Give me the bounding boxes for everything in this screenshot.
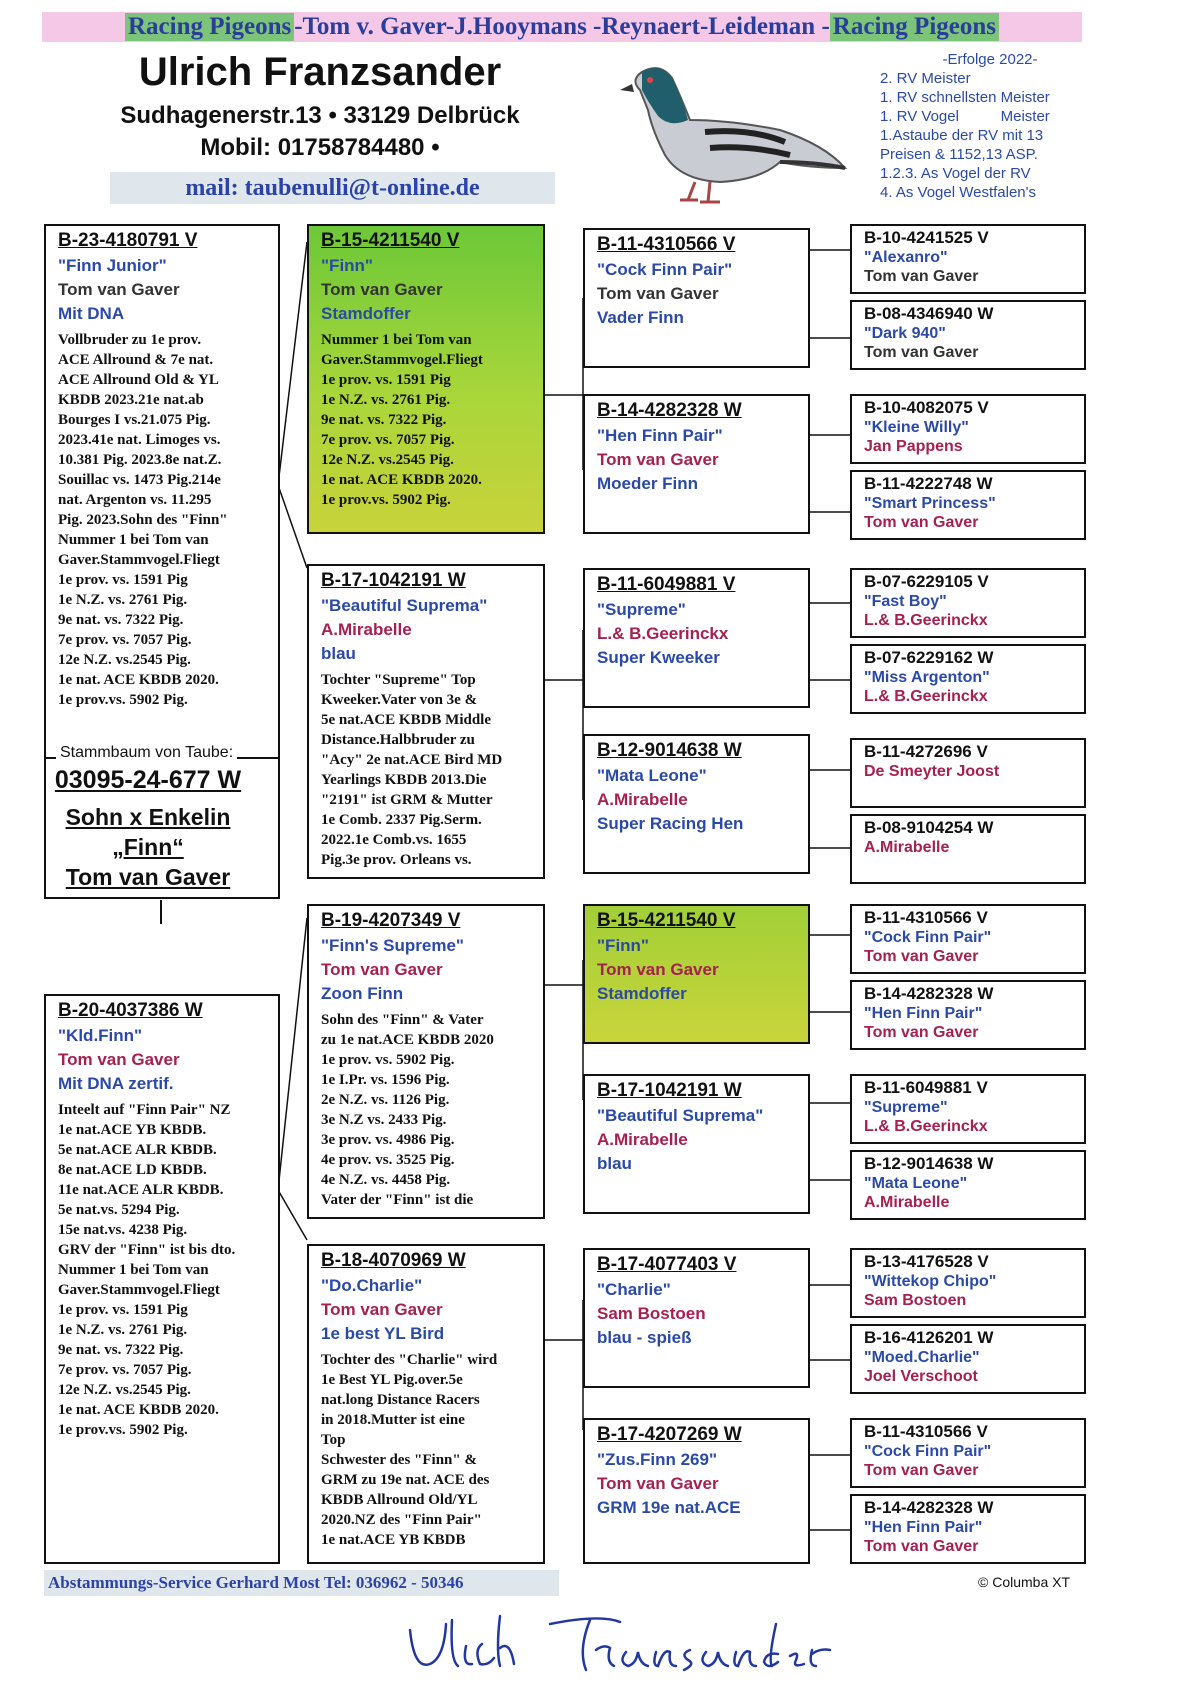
gggp-breeder: Tom van Gaver <box>864 1462 979 1479</box>
success-item: 2. RV Meister <box>880 70 971 87</box>
connector <box>160 900 162 924</box>
ggp-extra: Super Kweeker <box>597 648 720 667</box>
gggp-name: "Cock Finn Pair" <box>864 929 992 946</box>
ggp-ring: B-17-1042191 W <box>597 1080 742 1101</box>
gggp-ring: B-14-4282328 W <box>864 984 994 1003</box>
gggp-ring: B-10-4082075 V <box>864 398 989 417</box>
gggp-breeder: L.& B.Geerinckx <box>864 612 988 629</box>
gp3-extra: Zoon Finn <box>321 984 404 1003</box>
gggp-name: "Miss Argenton" <box>864 669 990 686</box>
gggp-name: "Hen Finn Pair" <box>864 1005 983 1022</box>
gggp-breeder: Tom van Gaver <box>864 514 979 531</box>
sire-name: "Finn Junior" <box>58 256 167 275</box>
successes-title: -Erfolge 2022- <box>942 51 1038 68</box>
gggp-name: A.Mirabelle <box>864 839 950 856</box>
stammbaum-ring: 03095-24-677 W <box>54 766 242 794</box>
gggp-ring: B-11-4222748 W <box>864 474 993 493</box>
gggp-breeder: L.& B.Geerinckx <box>864 688 988 705</box>
stammbaum-line2: Sohn x Enkelin <box>65 804 231 830</box>
owner-mobile: Mobil: 01758784480 • <box>200 134 440 161</box>
dam-breeder: Tom van Gaver <box>58 1050 180 1069</box>
gggp-name: "Supreme" <box>864 1099 948 1116</box>
ggp-breeder: Tom van Gaver <box>597 450 719 469</box>
gggp-card-12[interactable] <box>850 1150 1086 1220</box>
gggp-breeder: Tom van Gaver <box>864 1538 979 1555</box>
gp2-ring: B-17-1042191 W <box>321 570 466 591</box>
gp4-breeder: Tom van Gaver <box>321 1300 443 1319</box>
ggp-ring: B-11-6049881 V <box>597 574 736 595</box>
gggp-card-8[interactable] <box>850 814 1086 884</box>
ggp-card-1[interactable] <box>583 228 810 368</box>
gggp-breeder: L.& B.Geerinckx <box>864 1118 988 1135</box>
sire-ring: B-23-4180791 V <box>58 230 198 251</box>
stammbaum-line4: Tom van Gaver <box>65 864 231 890</box>
gp3-notes: Sohn des "Finn" & Vater zu 1e nat.ACE KBDB 2020 1e prov. vs. 5902 Pig. 1e I.Pr. vs. 1596 Pig. 2e N.Z. vs. 1126 Pig. 3e N.Z vs. 2433 Pig. 3e prov. vs. 4986 Pig. 4e prov. vs. 3525 Pig. 4e N.Z. vs. 4458 Pig. Vater der "Finn" ist die <box>321 1012 494 1208</box>
signature <box>400 1600 860 1690</box>
gp4-name: "Do.Charlie" <box>321 1276 423 1295</box>
ggp-card-6[interactable] <box>583 1074 810 1214</box>
dam-extra: Mit DNA zertif. <box>58 1074 174 1093</box>
gggp-name: "Cock Finn Pair" <box>864 1443 992 1460</box>
owner-address: Sudhagenerstr.13 • 33129 Delbrück <box>120 102 520 129</box>
gp1-name: "Finn" <box>321 256 373 275</box>
gp2-breeder: A.Mirabelle <box>321 620 412 639</box>
gggp-name: "Fast Boy" <box>864 593 947 610</box>
ggp-extra: Stamdoffer <box>597 984 687 1003</box>
ggp-name: "Hen Finn Pair" <box>597 426 723 445</box>
successes-2022 <box>880 50 1100 202</box>
success-item: Preisen & 1152,13 ASP. <box>880 146 1038 163</box>
gggp-card-7[interactable] <box>850 738 1086 808</box>
gggp-ring: B-12-9014638 W <box>864 1154 994 1173</box>
ggp-extra: GRM 19e nat.ACE <box>597 1498 741 1517</box>
gp1-ring: B-15-4211540 V <box>321 230 460 251</box>
grandsire-1-card[interactable] <box>307 224 545 534</box>
dam-card[interactable] <box>44 994 280 1564</box>
gggp-card-4[interactable] <box>850 470 1086 540</box>
gggp-breeder: Sam Bostoen <box>864 1292 967 1309</box>
ggp-extra: Moeder Finn <box>597 474 699 493</box>
gggp-card-14[interactable] <box>850 1324 1086 1394</box>
gggp-breeder: Joel Verschoot <box>864 1368 978 1385</box>
ggp-name: "Finn" <box>597 936 649 955</box>
gggp-breeder: Tom van Gaver <box>864 268 979 285</box>
ggp-ring: B-17-4077403 V <box>597 1254 737 1275</box>
gggp-ring: B-11-4310566 V <box>864 1422 988 1441</box>
gggp-ring: B-11-4272696 V <box>864 742 988 761</box>
gggp-card-9[interactable] <box>850 904 1086 974</box>
sire-notes: Vollbruder zu 1e prov. ACE Allround & 7e nat. ACE Allround Old & YL KBDB 2023.21e nat.ab Bourges I vs.21.075 Pig. 2023.41e nat. Limoges vs. 10.381 Pig. 2023.8e nat.Z. Souillac vs. 1473 Pig.214e nat. Argenton vs. 11.295 Pig. 2023.Sohn des "Finn" Nummer 1 bei Tom van Gaver.Stammvogel.Fliegt 1e prov. vs. 1591 Pig 1e N.Z. vs. 2761 Pig. 9e nat. vs. 7322 Pig. 7e prov. vs. 7057 Pig. 12e N.Z. vs.2545 Pig. 1e nat. ACE KBDB 2020. 1e prov.vs. 5902 Pig. <box>58 332 228 708</box>
banner-right: Racing Pigeons <box>830 13 999 41</box>
gp2-name: "Beautiful Suprema" <box>321 596 488 615</box>
grandsire-2-card[interactable] <box>307 904 545 1219</box>
ggp-breeder: L.& B.Geerinckx <box>597 624 729 643</box>
gp1-extra: Stamdoffer <box>321 304 411 323</box>
ggp-card-2[interactable] <box>583 394 810 534</box>
gggp-ring: B-07-6229162 W <box>864 648 994 667</box>
ggp-breeder: Tom van Gaver <box>597 1474 719 1493</box>
gggp-ring: B-11-4310566 V <box>864 908 988 927</box>
banner-middle: -Tom v. Gaver-J.Hooymans -Reynaert-Leideman - <box>294 13 830 40</box>
gggp-name: "Wittekop Chipo" <box>864 1273 997 1290</box>
gp3-ring: B-19-4207349 V <box>321 910 461 931</box>
success-item: 1.Astaube der RV mit 13 <box>880 127 1044 144</box>
ggp-breeder: Tom van Gaver <box>597 960 719 979</box>
gggp-breeder: Tom van Gaver <box>864 948 979 965</box>
gggp-card-16[interactable] <box>850 1494 1086 1564</box>
stammbaum-line3: „Finn“ <box>112 834 184 860</box>
gp2-extra: blau <box>321 644 356 663</box>
stammbaum-label: Stammbaum von Taube: <box>56 744 237 762</box>
gggp-name: "Mata Leone" <box>864 1175 968 1192</box>
ggp-card-3[interactable] <box>583 568 810 708</box>
gp3-name: "Finn's Supreme" <box>321 936 464 955</box>
gggp-breeder: Tom van Gaver <box>864 1024 979 1041</box>
ggp-ring: B-11-4310566 V <box>597 234 736 255</box>
gggp-name: "Hen Finn Pair" <box>864 1519 983 1536</box>
sire-card[interactable] <box>44 224 280 789</box>
gggp-breeder: A.Mirabelle <box>864 1194 950 1211</box>
ggp-breeder: A.Mirabelle <box>597 1130 688 1149</box>
success-item: 1. RV schnellsten Meister <box>880 89 1050 106</box>
gggp-ring: B-11-6049881 V <box>864 1078 988 1097</box>
gp4-ring: B-18-4070969 W <box>321 1250 466 1271</box>
sire-extra: Mit DNA <box>58 304 125 323</box>
dam-notes: Inteelt auf "Finn Pair" NZ 1e nat.ACE YB KBDB. 5e nat.ACE ALR KBDB. 8e nat.ACE LD KBDB. 11e nat.ACE ALR KBDB. 5e nat.vs. 5294 Pig. 15e nat.vs. 4238 Pig. GRV der "Finn" ist bis dto. Nummer 1 bei Tom van Gaver.Stammvogel.Fliegt 1e prov. vs. 1591 Pig 1e N.Z. vs. 2761 Pig. 9e nat. vs. 7322 Pig. 7e prov. vs. 7057 Pig. 12e N.Z. vs.2545 Pig. 1e nat. ACE KBDB 2020. 1e prov.vs. 5902 Pig. <box>58 1102 236 1438</box>
ggp-ring: B-15-4211540 V <box>597 910 736 931</box>
gp2-notes: Tochter "Supreme" Top Kweeker.Vater von 3e & 5e nat.ACE KBDB Middle Distance.Halbbruder zu "Acy" 2e nat.ACE Bird MD Yearlings KBDB 2013.Die "2191" ist GRM & Mutter 1e Comb. 2337 Pig.Serm. 2022.1e Comb.vs. 1655 Pig.3e prov. Orleans vs. <box>321 672 503 868</box>
ggp-extra: Super Racing Hen <box>597 814 744 833</box>
ggp-card-4[interactable] <box>583 734 810 874</box>
gggp-name: "Moed.Charlie" <box>864 1349 980 1366</box>
header-banner <box>42 12 1082 42</box>
gggp-card-6[interactable] <box>850 644 1086 714</box>
sire-breeder: Tom van Gaver <box>58 280 180 299</box>
ggp-card-7[interactable] <box>583 1248 810 1388</box>
ggp-name: "Supreme" <box>597 600 686 619</box>
ggp-name: "Beautiful Suprema" <box>597 1106 764 1125</box>
ggp-ring: B-12-9014638 W <box>597 740 742 761</box>
gggp-name: "Alexanro" <box>864 249 948 266</box>
gp3-breeder: Tom van Gaver <box>321 960 443 979</box>
footer-copyright: © Columba XT <box>978 1574 1071 1590</box>
ggp-name: "Cock Finn Pair" <box>597 260 733 279</box>
granddam-2-card[interactable] <box>307 1244 545 1564</box>
success-item: 1. RV Vogel Meister <box>880 108 1050 125</box>
gp4-extra: 1e best YL Bird <box>321 1324 445 1343</box>
ggp-extra: blau <box>597 1154 632 1173</box>
ggp-ring: B-14-4282328 W <box>597 400 742 421</box>
gggp-ring: B-14-4282328 W <box>864 1498 994 1517</box>
gp1-notes: Nummer 1 bei Tom van Gaver.Stammvogel.Fliegt 1e prov. vs. 1591 Pig 1e N.Z. vs. 2761 Pig. 9e nat. vs. 7322 Pig. 7e prov. vs. 7057 Pig. 12e N.Z. vs.2545 Pig. 1e nat. ACE KBDB 2020. 1e prov.vs. 5902 Pig. <box>321 332 483 508</box>
ggp-ring: B-17-4207269 W <box>597 1424 742 1445</box>
owner-name: Ulrich Franzsander <box>138 50 502 94</box>
gggp-card-10[interactable] <box>850 980 1086 1050</box>
gggp-card-15[interactable] <box>850 1418 1086 1488</box>
ggp-breeder: Tom van Gaver <box>597 284 719 303</box>
ggp-breeder: Sam Bostoen <box>597 1304 706 1323</box>
granddam-1-card[interactable] <box>307 564 545 879</box>
gggp-card-2[interactable] <box>850 300 1086 370</box>
success-item: 4. As Vogel Westfalen's <box>880 184 1037 201</box>
gggp-ring: B-16-4126201 W <box>864 1328 994 1347</box>
ggp-extra: Vader Finn <box>597 308 684 327</box>
gggp-ring: B-13-4176528 V <box>864 1252 989 1271</box>
gggp-ring: B-10-4241525 V <box>864 228 989 247</box>
dam-name: "Kld.Finn" <box>58 1026 143 1045</box>
ggp-breeder: A.Mirabelle <box>597 790 688 809</box>
gggp-name: "Smart Princess" <box>864 495 996 512</box>
banner-left: Racing Pigeons <box>125 13 294 41</box>
gp4-notes: Tochter des "Charlie" wird 1e Best YL Pig.over.5e nat.long Distance Racers in 2018.Mutter ist eine Top Schwester des "Finn" & GRM zu 19e nat. ACE des KBDB Allround Old/YL 2020.NZ des "Finn Pair" 1e nat.ACE YB KBDB <box>321 1352 498 1548</box>
ggp-card-5[interactable] <box>583 904 810 1044</box>
ggp-extra: blau - spieß <box>597 1328 692 1347</box>
gggp-name: "Kleine Willy" <box>864 419 969 436</box>
owner-mail[interactable]: mail: taubenulli@t-online.de <box>110 172 555 204</box>
gggp-card-5[interactable] <box>850 568 1086 638</box>
gggp-breeder: Jan Pappens <box>864 438 963 455</box>
dam-ring: B-20-4037386 W <box>58 1000 203 1021</box>
gggp-name: "Dark 940" <box>864 325 946 342</box>
pigeon-illustration <box>610 50 850 215</box>
gggp-ring: B-07-6229105 V <box>864 572 989 591</box>
gggp-name: De Smeyter Joost <box>864 763 1000 780</box>
ggp-card-8[interactable] <box>583 1418 810 1564</box>
gggp-card-13[interactable] <box>850 1248 1086 1318</box>
gggp-card-11[interactable] <box>850 1074 1086 1144</box>
gggp-breeder: Tom van Gaver <box>864 344 979 361</box>
footer-service: Abstammungs-Service Gerhard Most Tel: 036962 - 50346 <box>44 1570 559 1596</box>
ggp-name: "Mata Leone" <box>597 766 707 785</box>
ggp-name: "Charlie" <box>597 1280 671 1299</box>
gp1-breeder: Tom van Gaver <box>321 280 443 299</box>
gggp-ring: B-08-4346940 W <box>864 304 994 323</box>
gggp-ring: B-08-9104254 W <box>864 818 994 837</box>
ggp-name: "Zus.Finn 269" <box>597 1450 718 1469</box>
gggp-card-3[interactable] <box>850 394 1086 464</box>
gggp-card-1[interactable] <box>850 224 1086 294</box>
success-item: 1.2.3. As Vogel der RV <box>880 165 1031 182</box>
